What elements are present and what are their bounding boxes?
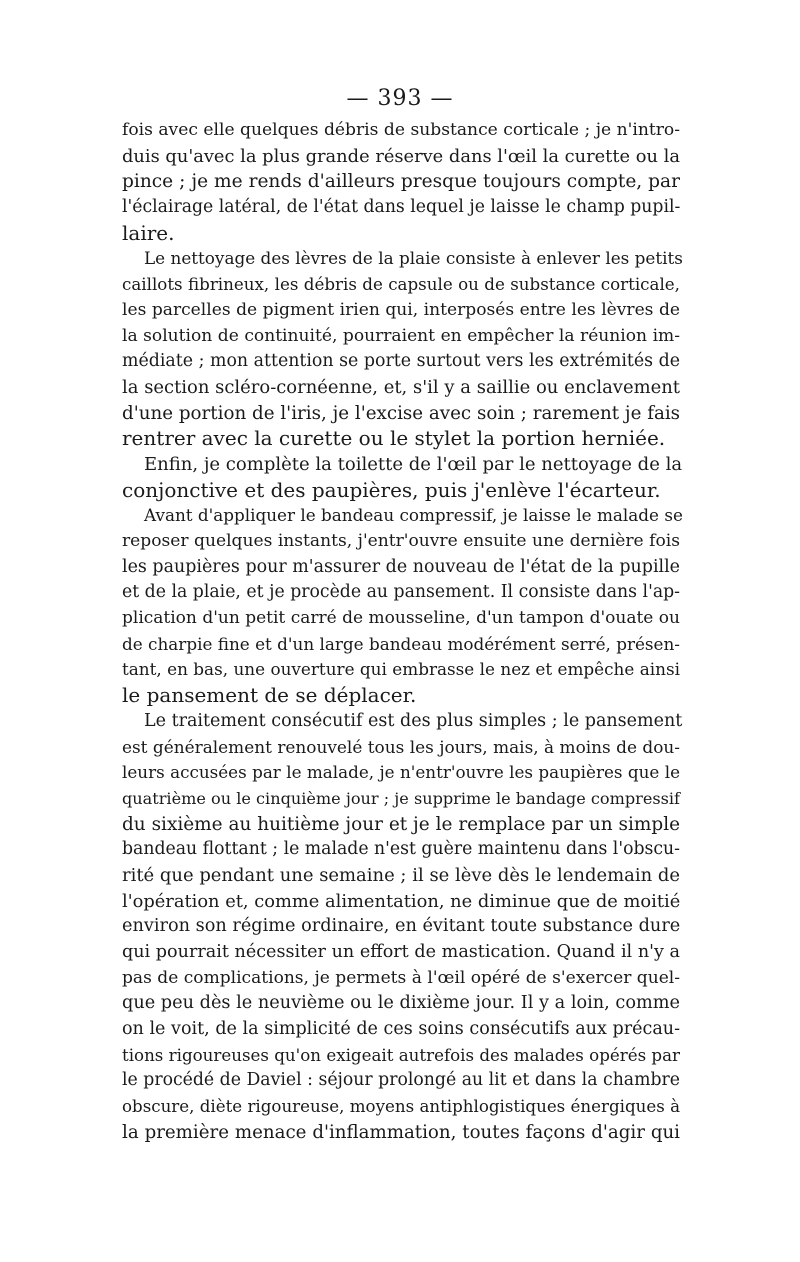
text-line: le pansement de se déplacer. xyxy=(122,683,417,708)
text-line: duis qu'avec la plus grande réserve dans l'œil la curette ou la xyxy=(122,145,680,167)
text-line: tant, en bas, une ouverture qui embrasse le nez et empêche ainsi xyxy=(122,659,680,680)
text-line: rentrer avec la curette ou le stylet la portion herniée. xyxy=(122,426,666,451)
text-line: fois avec elle quelques débris de substance corticale ; je n'intro- xyxy=(122,120,680,140)
text-line: caillots fibrineux, les débris de capsule ou de substance corticale, xyxy=(122,274,680,295)
text-line: la solution de continuité, pourraient en empêcher la réunion im- xyxy=(122,325,680,346)
text-line: que peu dès le neuvième ou le dixième jour. Il y a loin, comme xyxy=(122,993,680,1014)
text-line: l'opération et, comme alimentation, ne diminue que de moitié xyxy=(122,890,681,912)
text-line: médiate ; mon attention se porte surtout vers les extrémités de xyxy=(122,351,680,372)
text-line: de charpie fine et d'un large bandeau modérément serré, présen- xyxy=(122,633,680,654)
text-line: la section scléro-cornéenne, et, s'il y a saillie ou enclavement xyxy=(122,376,680,398)
text-line: leurs accusées par le malade, je n'entr'ouvre les paupières que le xyxy=(122,762,680,783)
text-line: pince ; je me rends d'ailleurs presque toujours compte, par xyxy=(122,171,680,193)
text-line: reposer quelques instants, j'entr'ouvre ensuite une dernière fois xyxy=(122,531,680,551)
text-line: qui pourrait nécessiter un effort de mastication. Quand il n'y a xyxy=(122,942,680,962)
text-line: obscure, diète rigoureuse, moyens antiphlogistiques énergiques à xyxy=(122,1097,680,1117)
text-line: et de la plaie, et je procède au pansement. Il consiste dans l'ap- xyxy=(122,582,680,603)
text-line: Le traitement consécutif est des plus simples ; le pansement xyxy=(144,710,683,731)
text-line: Avant d'appliquer le bandeau compressif, je laisse le malade se xyxy=(144,505,683,526)
text-line: Enfin, je complète la toilette de l'œil par le nettoyage de la xyxy=(144,453,683,475)
text-line: l'éclairage latéral, de l'état dans lequel je laisse le champ pupil- xyxy=(122,197,681,218)
text-line: Le nettoyage des lèvres de la plaie consiste à enlever les petits xyxy=(144,248,683,269)
text-line: tions rigoureuses qu'on exigeait autrefois des malades opérés par xyxy=(122,1045,681,1065)
text-line: le procédé de Daviel : séjour prolongé au lit et dans la chambre xyxy=(122,1070,680,1091)
text-line: pas de complications, je permets à l'œil opéré de s'exercer quel- xyxy=(122,967,680,988)
text-line: d'une portion de l'iris, je l'excise avec soin ; rarement je fais xyxy=(122,402,681,424)
text-line: les paupières pour m'assurer de nouveau de l'état de la pupille xyxy=(122,556,680,577)
body-text xyxy=(122,118,683,1146)
text-line: conjonctive et des paupières, puis j'enlève l'écarteur. xyxy=(122,477,661,502)
text-line: est généralement renouvelé tous les jours, mais, à moins de dou- xyxy=(122,736,680,757)
page-number: — 393 — xyxy=(346,86,454,111)
text-line: laire. xyxy=(122,220,175,245)
text-line: rité que pendant une semaine ; il se lève dès le lendemain de xyxy=(122,864,680,886)
text-line: on le voit, de la simplicité de ces soins consécutifs aux précau- xyxy=(122,1019,680,1040)
text-line: quatrième ou le cinquième jour ; je supprime le bandage compressif xyxy=(122,788,680,808)
text-line: les parcelles de pigment irien qui, interposés entre les lèvres de xyxy=(122,299,680,320)
text-line: plication d'un petit carré de mousseline, d'un tampon d'ouate ou xyxy=(122,608,680,629)
text-line: du sixième au huitième jour et je le remplace par un simple xyxy=(122,813,680,835)
text-line: environ son régime ordinaire, en évitant toute substance dure xyxy=(122,916,681,937)
text-line: bandeau flottant ; le malade n'est guère maintenu dans l'obscu- xyxy=(122,839,680,860)
text-line: la première menace d'inflammation, toutes façons d'agir qui xyxy=(122,1121,680,1143)
